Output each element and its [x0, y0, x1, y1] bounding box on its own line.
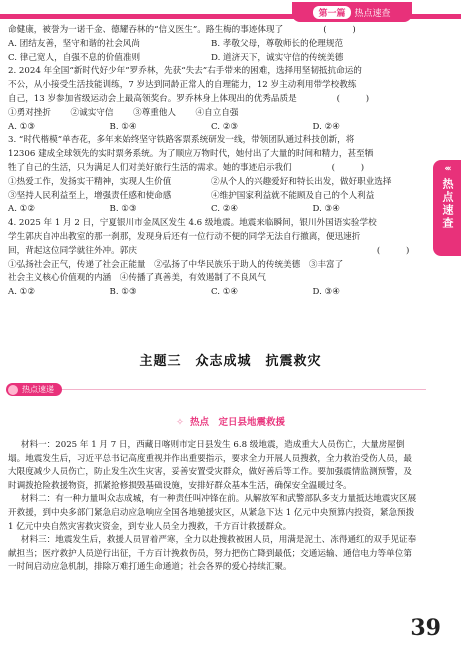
statement-3: ③丰富了 [308, 259, 344, 270]
bullet-icon [8, 385, 18, 395]
statement-3-cont: 社会主义核心价值观的内涵 [8, 273, 112, 284]
answer-paren: ( ) [376, 245, 410, 256]
answer-paren: ( ) [323, 25, 356, 35]
option-a: A. 团结友善，坚守和谐的社会风尚 [8, 38, 140, 49]
option-c: C. ②④ [211, 204, 239, 215]
option-a: A. ①② [8, 204, 36, 215]
unit-label: 第一篇 [313, 6, 350, 19]
side-tab-label: 热点速查 [441, 178, 454, 230]
option-c: C. ②③ [211, 121, 239, 132]
option-d: D. ③④ [312, 204, 340, 215]
option-d: D. ③④ [312, 287, 340, 298]
material-2: 材料二：有一种力量叫众志成城，有一种责任叫冲锋在前。从解放军和武警部队多支力量抵达地震灾区展开救援，到中央多部门紧急启动应急响应全国各地驰援灾区，从紧急下达 1 亿元中央预算内投资，紧急预拨 1 亿元中央自然灾害救灾资金，到专业人员全力搜救，千方百计救援群众。 [8, 494, 417, 532]
statement-2: ②诚实守信 [70, 107, 114, 118]
question-text: 命健康，被誉为一诺千金、德耀吞林的“信义医生”。路生梅的事迹体现了 [8, 25, 284, 35]
statement-2: ②从个人的兴趣爱好和特长出发，做好职业选择 [211, 176, 392, 187]
option-c: C. 律己宽人，自强不息的价值准则 [8, 52, 141, 63]
question-text: 牲了自己的生活，只为满足人们对美好旅行生活的需求。她的事迹启示我们 [8, 162, 292, 173]
material-1: 材料一：2025 年 1 月 7 日，西藏日喀则市定日县发生 6.8 级地震，造成重大人员伤亡，大量房屋倒塌。地震发生后，习近平总书记高度重视并作出重要指示，要求全力开展人员搜救，全力救治受伤人员，最大限度减少人员伤亡，防止发生次生灾害，妥善安置受灾群众，做好善后等工作。要加强震情监测预警，及时调拨抢险救援物资，抓紧抢修损毁基础设施，安排好群众基本生活，确保安全温暖过冬。 [8, 440, 412, 491]
question-4 [8, 217, 414, 300]
statement-4: ④维护国家利益就不能顾及自己的个人利益 [211, 190, 375, 201]
sparkle-icon: ✧ [176, 417, 184, 428]
section-label: 热点速查 [354, 8, 391, 19]
page-number: 39 [410, 615, 441, 641]
statement-4: ④传播了真善美，有效遏制了不良风气 [119, 273, 266, 284]
option-b: B. ①④ [109, 121, 137, 132]
question-text: 4. 2025 年 1 月 2 日，宁夏银川市金凤区发生 4.6 级地震。地震来临瞬间，银川外国语实验学校 [8, 218, 377, 229]
option-a: A. ①③ [8, 121, 36, 132]
question-text: 自己，13 岁参加省级运动会上最高领奖台。罗乔林身上体现出的优秀品质是 [8, 93, 297, 104]
question-text: 不公，从小接受生活技能训练，7 岁达到同龄正常人的自理能力，12 岁主动利用带学校教练 [8, 80, 357, 91]
hot-topic-text: 热点 定日县地震救援 [189, 417, 285, 428]
materials [8, 439, 418, 575]
question-1 [8, 24, 414, 65]
statement-2: ②弘扬了中华民族乐于助人的传统美德 [154, 259, 301, 270]
option-b: B. ①③ [109, 204, 137, 215]
question-text: 2. 2024 年全国“新时代好少年”罗乔林，先获“失去”右手带来的困难，选择用坚韧抵抗命运的 [8, 66, 362, 77]
material-3: 材料三：地震发生后，救援人员冒着严寒，全力以赴搜救被困人员，用满是泥土、冻得通红的双手见证奉献担当；医疗救护人员逆行出征，千方百计挽救伤员，努力把伤亡降到最低；交通运输、通信电力等单位第一时间启动应急机制，排除万难打通生命通道；社会各界的爱心持续汇聚。 [8, 535, 417, 573]
hot-news-label: 热点速递 [22, 385, 54, 394]
statement-1: ①弘扬社会正气，传递了社会正能量 [8, 259, 146, 270]
chevron-left-icon: ‹‹‹ [444, 164, 450, 174]
hot-topic-title [0, 414, 461, 428]
question-text: 回，背起这位同学就往外冲。郭庆 [8, 245, 137, 256]
banner-rule [26, 389, 426, 390]
header-tab [292, 2, 412, 22]
option-a: A. ①② [8, 287, 36, 298]
statement-3: ③坚持人民利益至上，增强责任感和使命感 [8, 190, 172, 201]
question-list [8, 24, 414, 300]
hot-news-banner [6, 383, 426, 397]
question-text: 3. “时代楷模”单杏花，多年来始终坚守铁路客票系统研发一线，带领团队通过科技创新，将 [8, 135, 355, 146]
question-text: 学生郭庆自冲出教室的那一刹那，发现身后还有一位行动不便的同学无法自行撤离，便迅速折 [8, 231, 361, 242]
option-d: D. 道济天下，诚实守信的传统美德 [211, 52, 344, 63]
theme-heading: 主题三 众志成城 抗震救灾 [139, 354, 322, 369]
statement-3: ③尊重他人 [133, 107, 176, 118]
side-tab [433, 160, 461, 256]
statement-1: ①勇对挫折 [8, 107, 51, 118]
option-c: C. ①④ [211, 287, 239, 298]
option-b: B. ①③ [109, 287, 137, 298]
question-text: 12306 建成全球领先的实时票务系统。为了顺应万物时代，她付出了大量的时间和精力，甚至牺 [8, 149, 374, 160]
question-3 [8, 134, 414, 217]
answer-paren: ( ) [331, 162, 365, 173]
answer-paren: ( ) [336, 93, 370, 104]
option-d: D. ②④ [312, 121, 340, 132]
question-2 [8, 65, 414, 134]
statement-4: ④自立自强 [195, 107, 239, 118]
option-b: B. 孝敬父母，尊敬师长的伦理规范 [211, 38, 344, 49]
statement-1: ①热爱工作，发扬实干精神，实现人生价值 [8, 176, 172, 187]
